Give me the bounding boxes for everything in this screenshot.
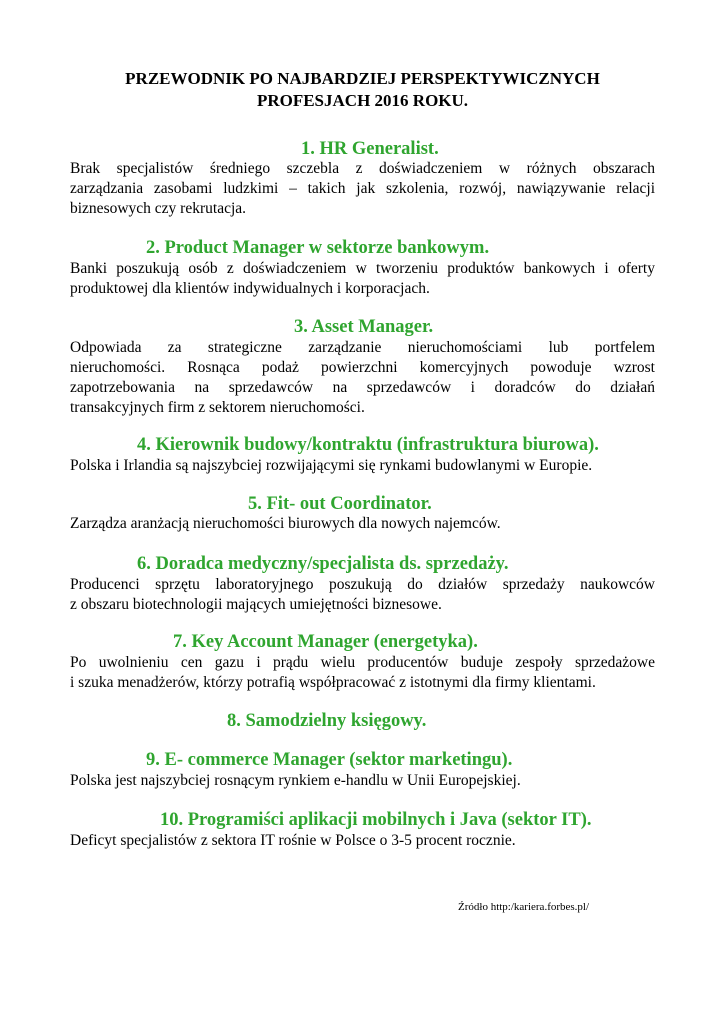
document-title xyxy=(60,68,665,112)
section-7-line-1: Po uwolnieniu cen gazu i prądu wielu producentów buduje zespoły sprzedażowe xyxy=(70,654,655,671)
section-4-heading: 4. Kierownik budowy/kontraktu (infrastruktura biurowa). xyxy=(137,435,599,455)
section-6-heading: 6. Doradca medyczny/specjalista ds. sprzedaży. xyxy=(137,554,509,574)
section-3-line-2: nieruchomości. Rosnąca podaż powierzchni komercyjnych powoduje wzrost xyxy=(70,359,655,376)
section-1-line-2: zarządzania zasobami ludzkimi – takich jak szkolenia, rozwój, nawiązywanie relacji xyxy=(70,180,655,197)
section-3-line-4: transakcyjnych firm z sektorem nieruchomości. xyxy=(70,399,365,416)
section-3-line-1: Odpowiada za strategiczne zarządzanie nieruchomościami lub portfelem xyxy=(70,339,655,356)
section-2-line-1: Banki poszukują osób z doświadczeniem w tworzeniu produktów bankowych i oferty xyxy=(70,260,655,277)
section-1-heading: 1. HR Generalist. xyxy=(301,139,439,159)
section-6-description xyxy=(70,575,655,615)
section-8-heading: 8. Samodzielny księgowy. xyxy=(227,711,427,731)
section-2-line-2: produktowej dla klientów indywidualnych i korporacjach. xyxy=(70,280,430,297)
section-1-description xyxy=(70,159,655,219)
section-2-heading: 2. Product Manager w sektorze bankowym. xyxy=(146,238,490,258)
section-2-description xyxy=(70,259,655,299)
section-10-heading: 10. Programiści aplikacji mobilnych i Java (sektor IT). xyxy=(160,810,592,830)
section-1-line-3: biznesowych czy rekrutacja. xyxy=(70,200,247,217)
title-line-2: PROFESJACH 2016 ROKU. xyxy=(256,91,469,110)
section-9-description xyxy=(70,771,655,791)
section-5-heading: 5. Fit- out Coordinator. xyxy=(248,494,432,514)
title-line-1: PRZEWODNIK PO NAJBARDZIEJ PERSPEKTYWICZNYCH xyxy=(125,69,600,88)
source-note: Źródło http:/kariera.forbes.pl/ xyxy=(458,901,590,913)
section-6-line-1: Producenci sprzętu laboratoryjnego poszukują do działów sprzedaży naukowców xyxy=(70,576,655,593)
section-6-line-2: z obszaru biotechnologii mających umiejętności biznesowe. xyxy=(70,596,442,613)
section-7-description xyxy=(70,653,655,693)
section-7-line-2: i szuka menadżerów, którzy potrafią współpracować z istotnymi dla firmy klientami. xyxy=(70,674,596,691)
section-7-heading: 7. Key Account Manager (energetyka). xyxy=(173,632,478,652)
section-4-line-1: Polska i Irlandia są najszybciej rozwijającymi się rynkami budowlanymi w Europie. xyxy=(70,457,593,474)
section-4-description xyxy=(70,456,655,476)
section-10-line-1: Deficyt specjalistów z sektora IT rośnie w Polsce o 3-5 procent rocznie. xyxy=(70,832,516,849)
section-3-description xyxy=(70,338,655,418)
section-1-line-1: Brak specjalistów średniego szczebla z doświadczeniem w różnych obszarach xyxy=(70,160,655,177)
section-9-heading: 9. E- commerce Manager (sektor marketingu). xyxy=(146,750,513,770)
section-9-line-1: Polska jest najszybciej rosnącym rynkiem e-handlu w Unii Europejskiej. xyxy=(70,772,521,789)
section-3-line-3: zapotrzebowania na sprzedawców na sprzedawców i doradców do działań xyxy=(70,379,655,396)
section-10-description xyxy=(70,831,655,851)
section-3-heading: 3. Asset Manager. xyxy=(294,317,434,337)
section-5-line-1: Zarządza aranżacją nieruchomości biurowych dla nowych najemców. xyxy=(70,515,501,532)
section-5-description xyxy=(70,514,655,534)
